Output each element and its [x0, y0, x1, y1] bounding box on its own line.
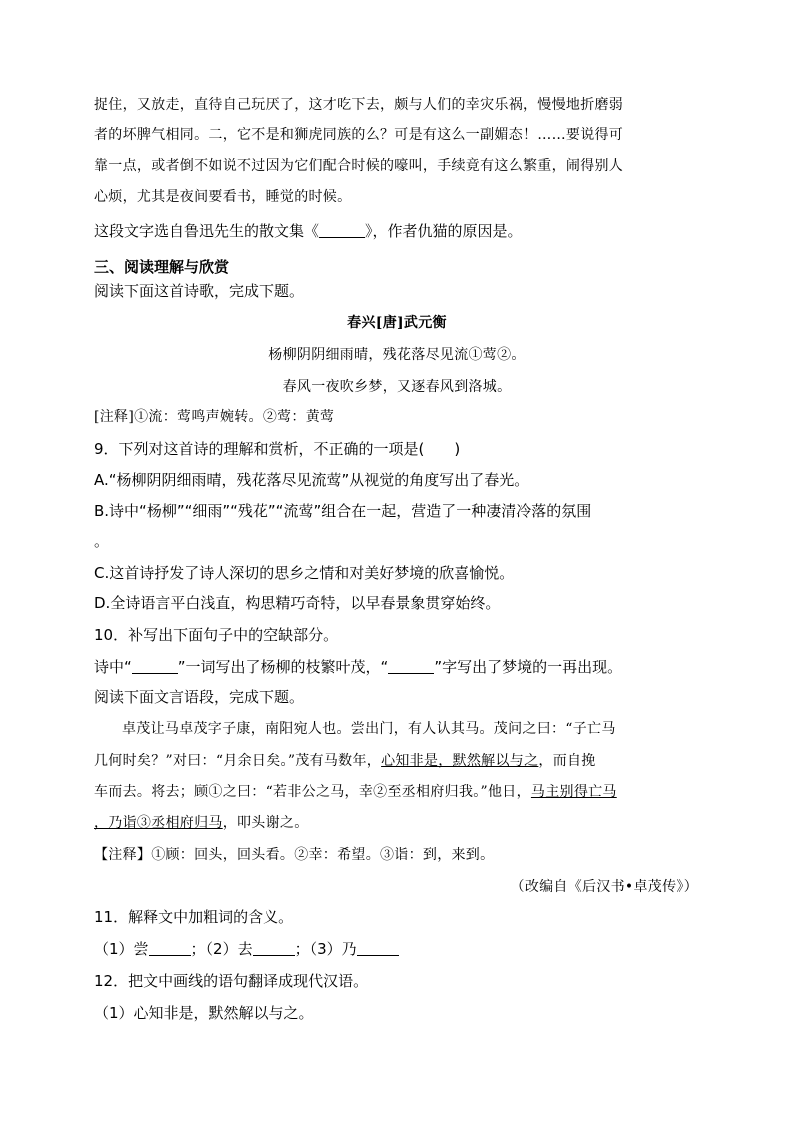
classical-line: 车而去。将去；顾①之曰：“若非公之马，幸②至丞相府归我。”他日，马主别得亡马	[94, 784, 617, 800]
underlined-sentence: 心知非是，默然解以与之	[381, 753, 539, 769]
option-b[interactable]: B.诗中“杨柳”“细雨”“残花”“流莺”组合在一起，营造了一种凄清冷落的氛围	[94, 502, 592, 520]
classical-source: （改编自《后汉书•卓茂传》）	[510, 879, 698, 895]
answer-blank[interactable]	[149, 941, 191, 956]
passage-line: 者的坏脾气相同。二，它不是和狮虎同族的么？可是有这么一副媚态！……要说得可	[94, 127, 624, 143]
passage-line: 心烦，尤其是夜间要看书，睡觉的时候。	[94, 189, 352, 205]
answer-blank[interactable]	[319, 223, 365, 238]
answer-blank[interactable]	[388, 659, 434, 674]
passage-line: 捉住，又放走，直待自己玩厌了，这才吃下去，颇与人们的幸灾乐祸，慢慢地折磨弱	[94, 97, 624, 113]
classical-line: 几何时矣？”对曰：“月余日矣。”茂有马数年，心知非是，默然解以与之，而自挽	[94, 753, 596, 769]
underlined-sentence: ，乃诣③丞相府归马	[94, 815, 223, 831]
option-b-cont: 。	[94, 532, 110, 550]
question-12-stem: 12．把文中画线的语句翻译成现代汉语。	[94, 972, 369, 990]
poem-note: [注释]①流：莺鸣声婉转。②莺：黄莺	[94, 409, 335, 425]
section-title: 三、阅读理解与欣赏	[94, 258, 230, 276]
question-10-body: 诗中“ ”一词写出了杨柳的枝繁叶茂，“ ”字写出了梦境的一再出现。	[94, 658, 623, 676]
classical-line: 卓茂让马卓茂字子康，南阳宛人也。尝出门，有人认其马。茂问之曰：“子亡马	[122, 721, 616, 737]
answer-blank[interactable]	[357, 941, 399, 956]
section-instruction: 阅读下面这首诗歌，完成下题。	[94, 282, 305, 300]
question-source: 这段文字选自鲁迅先生的散文集《 》，作者仇猫的原因是。	[94, 222, 523, 240]
option-d[interactable]: D.全诗语言平白浅直，构思精巧奇特，以早春景象贯穿始终。	[94, 594, 501, 612]
question-11-body: （1）尝 ；（2）去 ；（3）乃	[94, 938, 399, 959]
poem-title: 春兴[唐]武元衡	[347, 315, 447, 331]
question-11-stem: 11．解释文中加粗词的含义。	[94, 908, 294, 926]
passage-line: 靠一点，或者倒不如说不过因为它们配合时候的嚎叫，手续竟有这么繁重，闹得别人	[94, 158, 624, 174]
classical-line: ，乃诣③丞相府归马，叩头谢之。	[94, 815, 309, 831]
question-12-part-1: （1）心知非是，默然解以与之。	[94, 1004, 314, 1022]
question-10-stem: 10．补写出下面句子中的空缺部分。	[94, 626, 339, 644]
poem-line: 杨柳阴阴细雨晴，残花落尽见流①莺②。	[268, 347, 526, 363]
poem-line: 春风一夜吹乡梦，又逐春风到洛城。	[282, 379, 512, 395]
answer-blank[interactable]	[253, 941, 295, 956]
underlined-sentence: 马主别得亡马	[530, 784, 617, 800]
answer-blank[interactable]	[132, 659, 178, 674]
classical-note: 【注释】①顾：回头，回头看。②幸：希望。③诣：到，来到。	[94, 847, 495, 863]
classical-instruction: 阅读下面文言语段，完成下题。	[94, 688, 305, 706]
question-9-stem: 9．下列对这首诗的理解和赏析，不正确的一项是( )	[94, 440, 461, 458]
option-c[interactable]: C.这首诗抒发了诗人深切的思乡之情和对美好梦境的欣喜愉悦。	[94, 564, 515, 582]
option-a[interactable]: A.“杨柳阴阴细雨晴，残花落尽见流莺”从视觉的角度写出了春光。	[94, 471, 530, 489]
